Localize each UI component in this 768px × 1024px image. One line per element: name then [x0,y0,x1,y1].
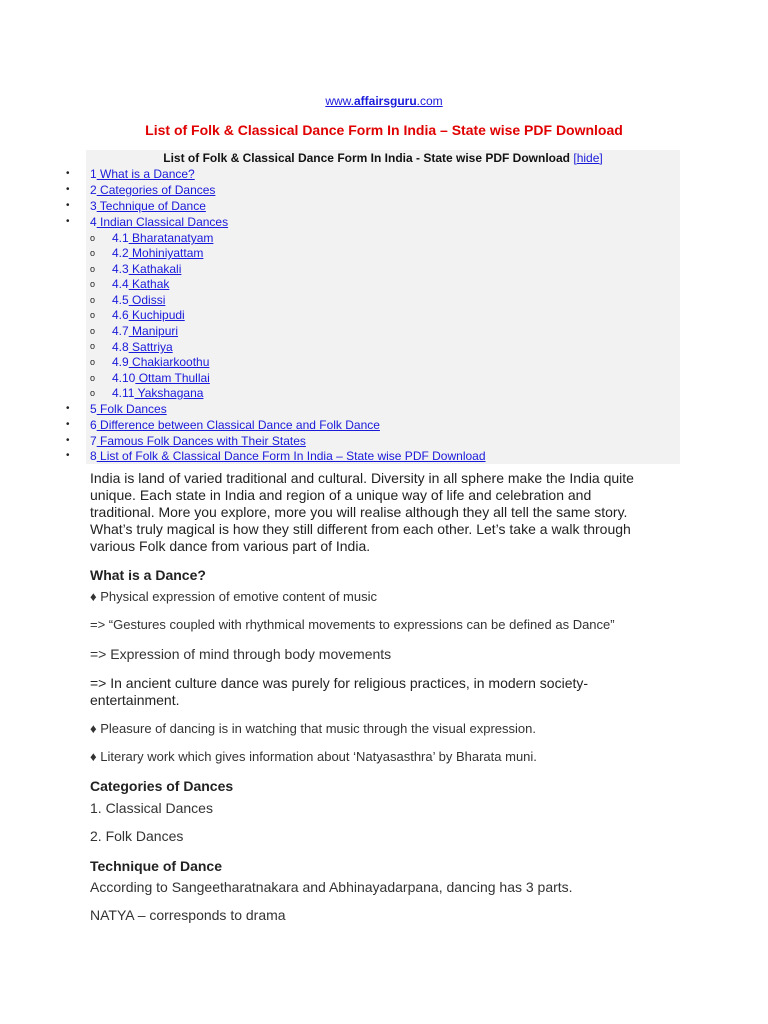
dance-point-6: ♦ Literary work which gives information about ‘Natyasasthra’ by Bharata muni. [90,749,537,764]
circle-bullet-icon: o [90,388,96,398]
natya-definition: NATYA – corresponds to drama [90,907,286,923]
heading-categories: Categories of Dances [90,778,234,794]
toc-item-ottam-thullai[interactable]: 4.10 Ottam Thullai [112,371,210,385]
dance-point-1: ♦ Physical expression of emotive content of music [90,589,377,604]
toc-item-kathakali[interactable]: 4.3 Kathakali [112,262,182,276]
circle-bullet-icon: o [90,248,96,258]
category-folk: 2. Folk Dances [90,828,184,844]
toc-heading-text: List of Folk & Classical Dance Form In India - State wise PDF Download [163,151,571,165]
toc-item-yakshagana[interactable]: 4.11 Yakshagana [112,386,204,400]
toc-item-difference[interactable]: 6 Difference between Classical Dance and Folk Dance [90,418,380,432]
bullet-icon: • [66,450,70,461]
category-classical: 1. Classical Dances [90,800,213,816]
site-name: affairsguru [353,94,417,108]
circle-bullet-icon: o [90,326,96,336]
toc-item-list-pdf[interactable]: 8 List of Folk & Classical Dance Form In India – State wise PDF Download [90,449,486,463]
bullet-icon: • [66,184,70,195]
dance-point-4: => In ancient culture dance was purely for religious practices, in modern society- entertainment. [90,675,589,708]
toc-item-kathak[interactable]: 4.4 Kathak [112,277,170,291]
toc-item-manipuri[interactable]: 4.7 Manipuri [112,324,179,338]
dance-point-3: => Expression of mind through body movements [90,646,392,662]
bullet-icon: • [66,168,70,179]
intro-paragraph: India is land of varied traditional and cultural. Diversity in all sphere make the India quite unique. Each state in India and region of a unique way of life and celebration and traditional. More you explore, more you will realise although they all tell the same story. What’s truly magical is how they still different from each other. Let’s take a walk through various Folk dance from various part of India. [90,470,634,554]
circle-bullet-icon: o [90,233,96,243]
toc-item-famous-folk[interactable]: 7 Famous Folk Dances with Their States [90,434,306,448]
circle-bullet-icon: o [90,310,96,320]
circle-bullet-icon: o [90,357,96,367]
dance-point-5: ♦ Pleasure of dancing is in watching that music through the visual expression. [90,721,536,736]
circle-bullet-icon: o [90,373,96,383]
toc-heading [86,151,680,165]
toc-item-what-is-dance[interactable]: 1 What is a Dance? [90,167,195,181]
dance-point-2: => “Gestures coupled with rhythmical movements to expressions can be defined as Dance” [90,617,615,632]
toc-item-mohiniyattam[interactable]: 4.2 Mohiniyattam [112,246,204,260]
toc-item-odissi[interactable]: 4.5 Odissi [112,293,166,307]
toc-item-chakiarkoothu[interactable]: 4.9 Chakiarkoothu [112,355,210,369]
toc-item-technique[interactable]: 3 Technique of Dance [90,199,206,213]
site-link[interactable] [0,94,768,108]
toc-item-classical-dances[interactable]: 4 Indian Classical Dances [90,215,229,229]
technique-paragraph: According to Sangeetharatnakara and Abhinayadarpana, dancing has 3 parts. [90,879,573,895]
bullet-icon: • [66,435,70,446]
circle-bullet-icon: o [90,279,96,289]
heading-technique: Technique of Dance [90,858,222,874]
circle-bullet-icon: o [90,264,96,274]
bullet-icon: • [66,216,70,227]
circle-bullet-icon: o [90,341,96,351]
bullet-icon: • [66,419,70,430]
heading-what-is-dance: What is a Dance? [90,567,206,583]
bullet-icon: • [66,403,70,414]
toc-hide-toggle[interactable]: [hide] [573,151,603,165]
toc-item-kuchipudi[interactable]: 4.6 Kuchipudi [112,308,185,322]
circle-bullet-icon: o [90,295,96,305]
toc-item-bharatanatyam[interactable]: 4.1 Bharatanatyam [112,231,214,245]
toc-item-folk-dances[interactable]: 5 Folk Dances [90,402,167,416]
page-title: List of Folk & Classical Dance Form In India – State wise PDF Download [145,122,623,138]
toc-hide-link[interactable]: hide [576,151,600,165]
toc-box [86,150,680,464]
site-prefix: www. [325,94,354,108]
toc-item-sattriya[interactable]: 4.8 Sattriya [112,340,173,354]
bullet-icon: • [66,200,70,211]
site-suffix: .com [416,94,443,108]
toc-item-categories[interactable]: 2 Categories of Dances [90,183,216,197]
